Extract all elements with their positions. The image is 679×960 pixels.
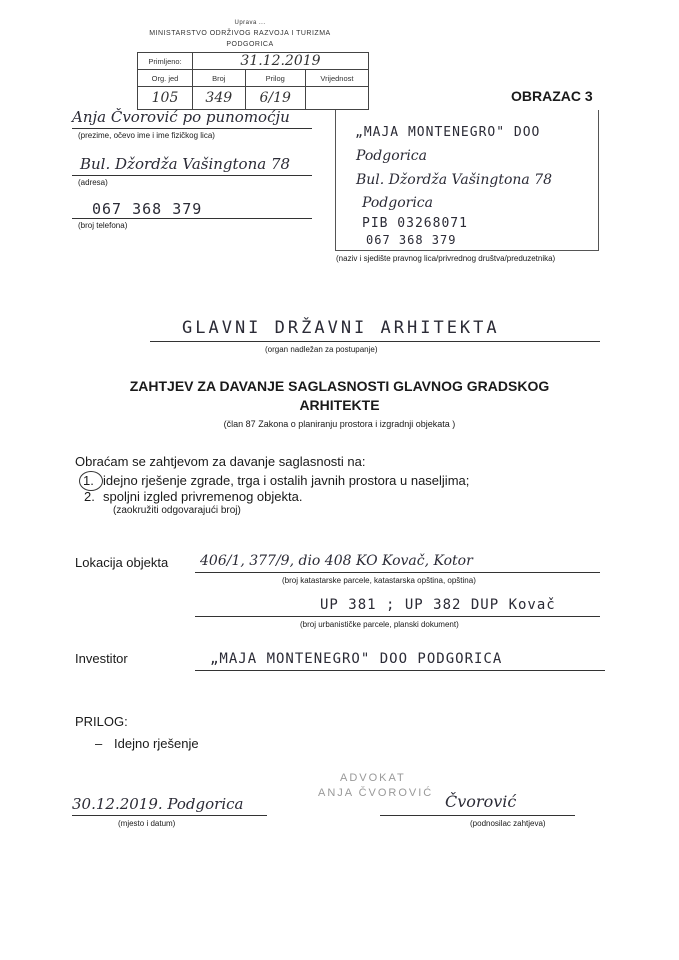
applicant-phone: 067 368 379 <box>92 200 203 218</box>
location-caption-1: (broj katastarske parcele, katastarska opština, opština) <box>282 576 476 585</box>
broj-value: 349 <box>193 87 246 110</box>
applicant-address: Bul. Džordža Vašingtona 78 <box>80 155 291 173</box>
company-caption: (naziv i sjedište pravnog lica/privrednog društva/preduzetnika) <box>336 254 556 263</box>
stamp-header-1: Uprava ... <box>234 20 266 26</box>
vrijednost-label: Vrijednost <box>305 70 368 87</box>
request-intro: Obraćam se zahtjevom za davanje saglasnosti na: <box>75 454 366 469</box>
org-value: 105 <box>138 87 193 110</box>
applicant-name-line <box>72 128 312 129</box>
company-line-4: Podgorica <box>362 195 433 211</box>
investor-line <box>195 670 605 671</box>
broj-label: Broj <box>193 70 246 87</box>
request-item1-text: idejno rješenje zgrade, trga i ostalih javnih prostora u naseljima; <box>103 473 470 488</box>
applicant-name-caption: (prezime, očevo ime i ime fizičkog lica) <box>78 131 215 140</box>
form-number: OBRAZAC 3 <box>511 88 593 104</box>
place-date-value: 30.12.2019. Podgorica <box>72 795 244 813</box>
company-line-5: PIB 03268071 <box>362 216 468 231</box>
request-item2-number: 2. <box>84 489 95 504</box>
location-caption-2: (broj urbanističke parcele, planski dokument) <box>300 620 459 629</box>
signer-line <box>380 815 575 816</box>
stamp-header-2: MINISTARSTVO ODRŽIVOG RAZVOJA I TURIZMA <box>149 30 331 37</box>
location-value-1: 406/1, 377/9, dio 408 KO Kovač, Kotor <box>200 553 473 569</box>
applicant-phone-caption: (broj telefona) <box>78 221 128 230</box>
registry-stamp-table <box>137 52 369 110</box>
title-line-2: ARHITEKTE <box>299 397 380 413</box>
investor-value: „MAJA MONTENEGRO" DOO PODGORICA <box>210 651 503 667</box>
lawyer-stamp-line-2: ANJA ČVOROVIĆ <box>318 787 434 799</box>
request-item1-number: 1. <box>83 473 94 488</box>
location-line-2 <box>195 616 600 617</box>
place-date-line <box>72 815 267 816</box>
location-line-1 <box>195 572 600 573</box>
prilog-label: Prilog <box>245 70 305 87</box>
investor-label: Investitor <box>75 651 128 666</box>
request-note: (zaokružiti odgovarajući broj) <box>113 505 241 516</box>
attachment-label: PRILOG: <box>75 714 128 729</box>
org-label: Org. jed <box>138 70 193 87</box>
applicant-phone-line <box>72 218 312 219</box>
attachment-item: Idejno rješenje <box>114 736 199 751</box>
organ-caption: (organ nadležan za postupanje) <box>265 345 378 354</box>
title-subtitle: (član 87 Zakona o planiranju prostora i izgradnji objekata ) <box>223 419 456 429</box>
location-value-2: UP 381 ; UP 382 DUP Kovač <box>320 597 556 613</box>
primljeno-label: Primljeno: <box>138 53 193 70</box>
stamp-header-3: PODGORICA <box>226 41 274 48</box>
signature-text: Čvorović <box>445 792 517 811</box>
applicant-name: Anja Čvorović po punomoćju <box>72 108 290 126</box>
attachment-dash: – <box>95 736 103 751</box>
company-line-2: Podgorica <box>356 148 427 164</box>
lawyer-stamp-line-1: ADVOKAT <box>340 772 406 784</box>
applicant-address-line <box>72 175 312 176</box>
primljeno-value: 31.12.2019 <box>193 53 369 70</box>
company-line-1: „MAJA MONTENEGRO" DOO <box>355 125 541 140</box>
place-date-caption: (mjesto i datum) <box>118 819 176 828</box>
location-label: Lokacija objekta <box>75 555 169 570</box>
company-line-6: 067 368 379 <box>366 233 457 247</box>
request-item2-text: spoljni izgled privremenog objekta. <box>103 489 303 504</box>
signer-caption: (podnosilac zahtjeva) <box>470 819 546 828</box>
prilog-value: 6/19 <box>245 87 305 110</box>
title-line-1: ZAHTJEV ZA DAVANJE SAGLASNOSTI GLAVNOG GRADSKOG <box>129 378 550 394</box>
applicant-address-caption: (adresa) <box>78 178 108 187</box>
organ-value: GLAVNI DRŽAVNI ARHITEKTA <box>182 318 500 338</box>
company-line-3: Bul. Džordža Vašingtona 78 <box>356 172 553 188</box>
organ-line <box>150 341 600 342</box>
vrijednost-value <box>305 87 368 110</box>
